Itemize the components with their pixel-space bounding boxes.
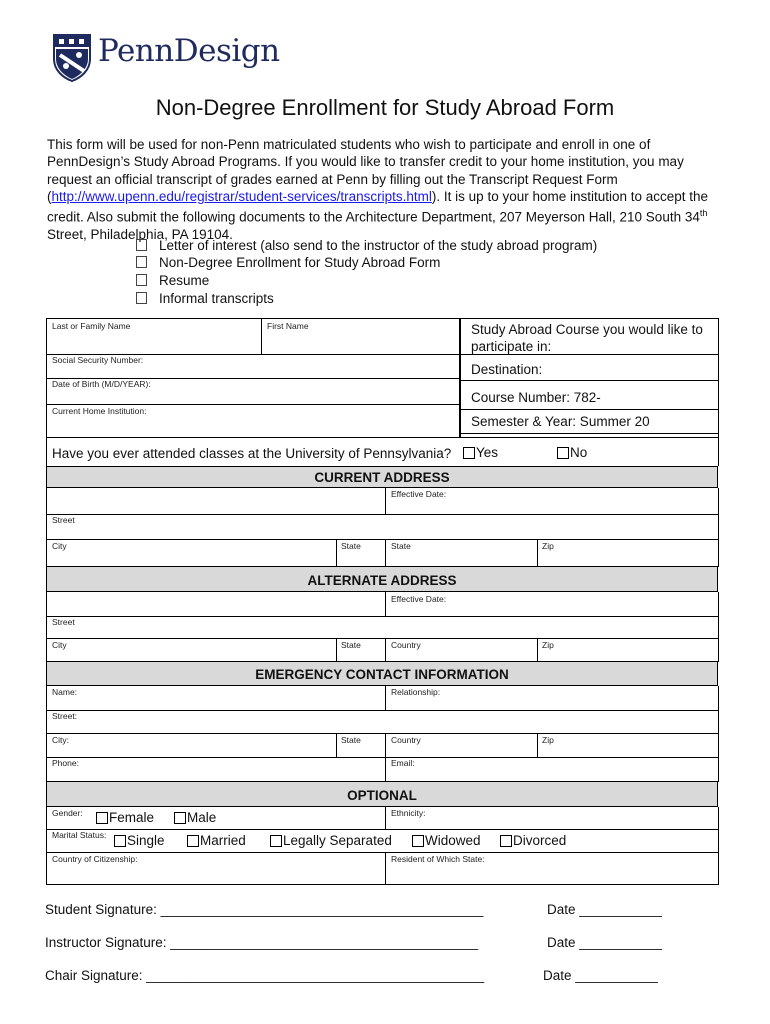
requirement-item: Resume: [136, 272, 209, 289]
emergency-street-field[interactable]: Street:: [52, 711, 78, 721]
marital-single-option[interactable]: Single: [114, 833, 165, 848]
optional-header: OPTIONAL: [46, 782, 718, 807]
current-effective-date-field[interactable]: Effective Date:: [391, 489, 447, 499]
emergency-zip-field[interactable]: Zip: [542, 735, 554, 745]
emergency-name-field[interactable]: Name:: [52, 687, 78, 697]
transcript-link[interactable]: http://www.upenn.edu/registrar/student-services/transcripts.html: [51, 188, 432, 204]
emergency-city-field[interactable]: City:: [52, 735, 69, 745]
emergency-country-field[interactable]: Country: [391, 735, 421, 745]
alternate-zip-field[interactable]: Zip: [542, 640, 554, 650]
alternate-address-box: [46, 592, 719, 662]
checkbox-icon[interactable]: [463, 447, 475, 459]
emergency-relationship-field[interactable]: Relationship:: [391, 687, 441, 697]
dob-field[interactable]: Date of Birth (M/D/YEAR):: [52, 379, 151, 389]
attended-no-option[interactable]: No: [557, 445, 587, 460]
checkbox-icon[interactable]: [500, 835, 512, 847]
alternate-effective-date-field[interactable]: Effective Date:: [391, 594, 447, 604]
marital-divorced-option[interactable]: Divorced: [500, 833, 566, 848]
requirement-item: Non-Degree Enrollment for Study Abroad Form: [136, 254, 440, 271]
checkbox-icon[interactable]: [557, 447, 569, 459]
emergency-state-field[interactable]: State: [341, 735, 361, 745]
gender-male-option[interactable]: Male: [174, 810, 216, 825]
alternate-address-header: ALTERNATE ADDRESS: [46, 567, 718, 592]
current-address-header: CURRENT ADDRESS: [46, 466, 718, 488]
marital-widowed-option[interactable]: Widowed: [412, 833, 481, 848]
brand-name: PennDesign: [98, 33, 280, 69]
checkbox-icon: [136, 239, 147, 251]
current-zip-field[interactable]: Zip: [542, 541, 554, 551]
attended-yes-option[interactable]: Yes: [463, 445, 498, 460]
checkbox-icon[interactable]: [96, 812, 108, 824]
chair-date-line[interactable]: Date ___________: [543, 968, 658, 983]
semester-field[interactable]: Semester & Year: Summer 20: [471, 414, 650, 429]
student-date-line[interactable]: Date ___________: [547, 902, 662, 917]
penndesign-logo: [52, 33, 292, 85]
home-institution-field[interactable]: Current Home Institution:: [52, 406, 147, 416]
current-city-field[interactable]: City: [52, 541, 67, 551]
emergency-email-field[interactable]: Email:: [391, 758, 415, 768]
current-state-field[interactable]: State: [341, 541, 361, 551]
gender-female-option[interactable]: Female: [96, 810, 154, 825]
emergency-header: EMERGENCY CONTACT INFORMATION: [46, 662, 718, 686]
marital-status-label: Marital Status:: [52, 830, 107, 840]
ethnicity-field[interactable]: Ethnicity:: [391, 808, 426, 818]
checkbox-icon[interactable]: [270, 835, 282, 847]
alternate-country-field[interactable]: Country: [391, 640, 421, 650]
checkbox-icon: [136, 256, 147, 268]
form-title: Non-Degree Enrollment for Study Abroad Form: [155, 95, 615, 120]
instructor-signature-line[interactable]: Instructor Signature: _________________________________________: [45, 935, 479, 950]
alternate-state-field[interactable]: State: [341, 640, 361, 650]
intro-paragraph: This form will be used for non-Penn matriculated students who wish to participate and enroll in one of PennDesign’s Study Abroad Programs. If you would like to transfer credit to your home institution, you may request an official transcript of grades earned at Penn by filling out the Transcript Request Form (http://www.upenn.edu/registrar/student-services/transcripts.html). It is up to your home institution to accept the credit. Also submit the following documents to the Architecture Department, 207 Meyerson Hall, 210 South 34th Street, Philadelphia, PA 19104.: [47, 137, 709, 242]
instructor-date-line[interactable]: Date ___________: [547, 935, 662, 950]
emergency-box: [46, 686, 719, 782]
destination-field[interactable]: Destination:: [471, 362, 543, 377]
citizenship-field[interactable]: Country of Citizenship:: [52, 854, 138, 864]
requirement-item: Informal transcripts: [136, 290, 274, 307]
marital-separated-option[interactable]: Legally Separated: [270, 833, 392, 848]
attended-question: Have you ever attended classes at the University of Pennsylvania?: [52, 446, 452, 461]
checkbox-icon[interactable]: [114, 835, 126, 847]
requirement-item: Letter of interest (also send to the instructor of the study abroad program): [136, 237, 597, 254]
current-street-field[interactable]: Street: [52, 515, 75, 525]
course-heading: Study Abroad Course you would like to participate in:: [471, 322, 703, 354]
alternate-city-field[interactable]: City: [52, 640, 67, 650]
gender-label: Gender:: [52, 808, 83, 818]
checkbox-icon[interactable]: [412, 835, 424, 847]
checkbox-icon[interactable]: [187, 835, 199, 847]
emergency-phone-field[interactable]: Phone:: [52, 758, 79, 768]
chair-signature-line[interactable]: Chair Signature: _____________________________________________: [45, 968, 485, 983]
marital-married-option[interactable]: Married: [187, 833, 246, 848]
first-name-field[interactable]: First Name: [267, 321, 309, 331]
residence-state-field[interactable]: Resident of Which State:: [391, 854, 485, 864]
course-number-field[interactable]: Course Number: 782-: [471, 390, 601, 405]
checkbox-icon[interactable]: [174, 812, 186, 824]
last-name-field[interactable]: Last or Family Name: [52, 321, 131, 331]
ssn-field[interactable]: Social Security Number:: [52, 355, 144, 365]
checkbox-icon: [136, 274, 147, 286]
alternate-street-field[interactable]: Street: [52, 617, 75, 627]
penn-shield-icon: [52, 33, 92, 83]
current-state2-field[interactable]: State: [391, 541, 411, 551]
checkbox-icon: [136, 292, 147, 304]
student-signature-line[interactable]: Student Signature: ___________________________________________: [45, 902, 484, 917]
current-address-box: [46, 488, 719, 567]
